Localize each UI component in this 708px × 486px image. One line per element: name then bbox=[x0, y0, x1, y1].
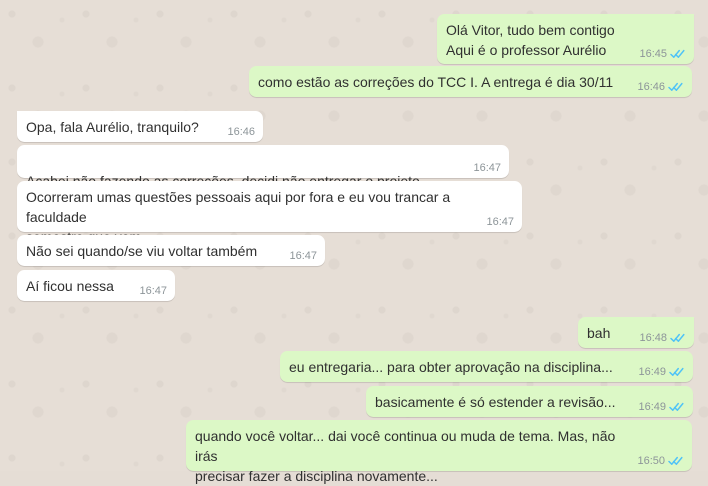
message-time: 16:45 bbox=[639, 48, 667, 60]
double-check-icon bbox=[669, 402, 685, 412]
incoming-message[interactable] bbox=[17, 145, 509, 178]
message-meta bbox=[486, 215, 514, 229]
message-meta bbox=[227, 125, 255, 139]
message-text: Não sei quando/se viu voltar também bbox=[26, 243, 258, 259]
double-check-icon bbox=[670, 333, 686, 343]
outgoing-message[interactable] bbox=[437, 14, 694, 64]
message-time: 16:47 bbox=[473, 162, 501, 174]
message-meta bbox=[638, 365, 685, 379]
outgoing-message[interactable] bbox=[249, 66, 692, 97]
message-meta bbox=[289, 249, 317, 263]
incoming-message[interactable] bbox=[17, 181, 522, 232]
message-text: Opa, fala Aurélio, tranquilo? bbox=[26, 119, 199, 135]
message-meta bbox=[639, 47, 686, 61]
message-time: 16:48 bbox=[639, 332, 667, 344]
outgoing-message[interactable] bbox=[578, 317, 694, 348]
message-text: como estão as correções do TCC I. A entrega é dia 30/11 bbox=[258, 74, 614, 90]
message-time: 16:47 bbox=[486, 216, 514, 228]
message-time: 16:47 bbox=[289, 250, 317, 262]
message-text: Aí ficou nessa bbox=[26, 278, 114, 294]
message-time: 16:46 bbox=[227, 126, 255, 138]
outgoing-message[interactable] bbox=[280, 351, 693, 382]
outgoing-message[interactable] bbox=[366, 386, 693, 417]
double-check-icon bbox=[669, 367, 685, 377]
message-text: Olá Vitor, tudo bem contigo Aqui é o professor Aurélio bbox=[446, 22, 615, 58]
message-text: basicamente é só estender a revisão... bbox=[375, 394, 616, 410]
message-time: 16:49 bbox=[638, 366, 666, 378]
message-text: Ocorreram umas questões pessoais aqui por fora e eu vou trancar a faculdade bbox=[26, 189, 451, 225]
outgoing-message[interactable] bbox=[186, 420, 692, 484]
double-check-icon bbox=[668, 456, 684, 466]
message-meta bbox=[638, 400, 685, 414]
message-time: 16:46 bbox=[637, 81, 665, 93]
message-text: eu entregaria... para obter aprovação na disciplina... bbox=[289, 359, 613, 375]
message-text: quando você voltar... dai você continua ou muda de tema. Mas, não irás precisar fazer a disciplina novamente... bbox=[195, 428, 616, 484]
double-check-icon bbox=[670, 49, 686, 59]
message-meta bbox=[139, 284, 167, 298]
message-time: 16:50 bbox=[637, 455, 665, 467]
incoming-message[interactable] bbox=[17, 111, 263, 142]
message-text: bah bbox=[587, 325, 611, 341]
message-meta bbox=[473, 161, 501, 175]
message-meta bbox=[637, 454, 684, 468]
message-meta bbox=[639, 331, 686, 345]
message-time: 16:47 bbox=[139, 285, 167, 297]
incoming-message[interactable] bbox=[17, 270, 175, 301]
double-check-icon bbox=[668, 82, 684, 92]
message-meta bbox=[637, 80, 684, 94]
message-time: 16:49 bbox=[638, 401, 666, 413]
incoming-message[interactable] bbox=[17, 235, 325, 266]
